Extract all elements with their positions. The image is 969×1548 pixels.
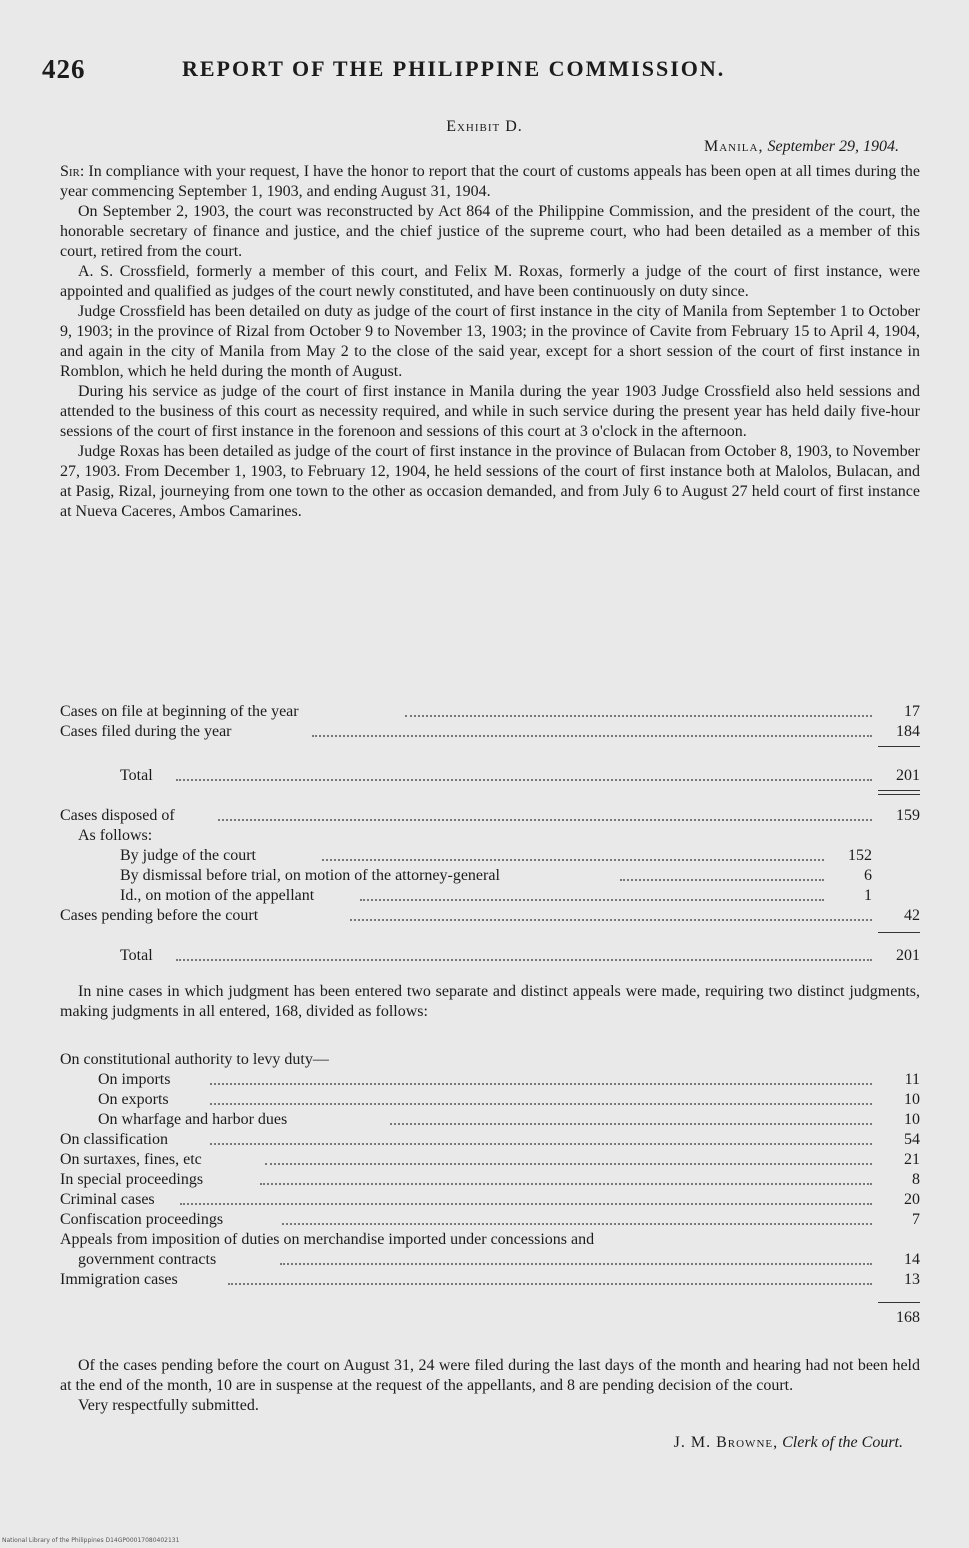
row-value: 201	[896, 947, 920, 964]
cases-table	[60, 702, 920, 966]
row-value: 14	[904, 1251, 920, 1268]
paragraph: In nine cases in which judgment has been entered two separate and distinct appeals were made, requiring two distinct judgments, making judgments in all entered, 168, divided as follows:	[60, 983, 920, 1020]
table-row	[60, 702, 920, 722]
row-value: 184	[896, 723, 920, 740]
table-row	[60, 866, 920, 886]
row-value: 152	[848, 847, 872, 864]
table-row	[60, 846, 920, 866]
table-row	[60, 766, 920, 786]
table-row	[60, 1090, 920, 1110]
row-label: Cases disposed of	[60, 807, 175, 824]
table-row	[60, 1210, 920, 1230]
row-value: 168	[896, 1309, 920, 1326]
table-row	[60, 1190, 920, 1210]
row-value: 21	[904, 1151, 920, 1168]
row-label: Total	[120, 767, 153, 784]
row-label: On constitutional authority to levy duty—	[60, 1051, 329, 1068]
signature	[674, 1434, 903, 1452]
row-label: Cases on file at beginning of the year	[60, 703, 299, 720]
row-label: On wharfage and harbor dues	[98, 1111, 288, 1128]
table-row	[60, 1270, 920, 1290]
row-label: Confiscation proceedings	[60, 1211, 224, 1228]
row-value: 20	[904, 1191, 920, 1208]
exhibit-heading: Exhibit D.	[446, 118, 523, 135]
closing-text	[60, 1356, 920, 1416]
paragraph: Judge Crossfield has been detailed on duty as judge of the court of first instance in the city of Manila from September 1 to October 9, 1903; in the province of Rizal from October 9 to November 13, 1903; in the province of Cavite from February 15 to April 4, 1904, and again in the city of Manila from May 2 to the close of the said year, except for a short session of the court of first instance in Romblon, which he held during the month of August.	[60, 303, 920, 380]
row-value: 1	[864, 887, 872, 904]
row-label: Criminal cases	[60, 1191, 155, 1208]
table-row	[60, 1230, 920, 1250]
page-header	[42, 54, 922, 94]
table-row	[60, 886, 920, 906]
paragraph: Judge Roxas has been detailed as judge of the court of first instance in the province of Bulacan from October 8, 1903, to November 27, 1903. From December 1, 1903, to February 12, 1904, he held sessions of the court of first instance both at Malolos, Bulacan, and at Pasig, Rizal, journeying from one town to the other as occasion demanded, and from July 6 to August 27 held court of first instance at Nueva Caceres, Ambos Camarines.	[60, 443, 920, 520]
paragraph: Very respectfully submitted.	[78, 1397, 259, 1414]
row-label: On classification	[60, 1131, 168, 1148]
row-label: Total	[120, 947, 153, 964]
row-value: 201	[896, 767, 920, 784]
row-value: 10	[904, 1111, 920, 1128]
judgments-intro	[60, 982, 920, 1022]
table-row	[60, 1170, 920, 1190]
row-label: By dismissal before trial, on motion of the attorney-general	[120, 867, 500, 884]
dateline-place: Manila,	[704, 138, 764, 155]
page-number: 426	[42, 54, 86, 84]
paragraph: During his service as judge of the court of first instance in Manila during the year 1903 Judge Crossfield also held sessions and attended to the business of this court as necessity required, and while in such service during the present year has held daily five-hour sessions of the court of first instance in the forenoon and sessions of this court at 3 o'clock in the afternoon.	[60, 383, 920, 440]
table-row	[60, 1250, 920, 1270]
table-row	[60, 906, 920, 926]
running-title: REPORT OF THE PHILIPPINE COMMISSION.	[182, 56, 726, 81]
paragraph: On September 2, 1903, the court was reconstructed by Act 864 of the Philippine Commission, and the president of the court, the honorable secretary of finance and justice, and the chief justice of the supreme court, who had been detailed as a member of this court, retired from the court.	[60, 203, 920, 260]
paragraph: A. S. Crossfield, formerly a member of this court, and Felix M. Roxas, formerly a judge of the court of first instance, were appointed and qualified as judges of the court newly constituted, and have been continuously on duty since.	[60, 263, 920, 300]
row-value: 42	[904, 907, 920, 924]
table-row	[60, 1150, 920, 1170]
paragraph: Of the cases pending before the court on August 31, 24 were filed during the last days of the month and hearing had not been held at the end of the month, 10 are in suspense at the request of the appellants, and 8 are pending decision of the court.	[60, 1357, 920, 1394]
row-value: 159	[896, 807, 920, 824]
row-value: 7	[912, 1211, 920, 1228]
row-label: As follows:	[78, 827, 153, 844]
letter-body	[60, 162, 920, 522]
table-row	[60, 1050, 920, 1070]
row-label: On exports	[98, 1091, 169, 1108]
row-value: 17	[904, 703, 920, 720]
table-row	[60, 826, 920, 846]
row-value: 11	[904, 1071, 920, 1088]
table-row	[60, 806, 920, 826]
row-value: 6	[864, 867, 872, 884]
row-label: Appeals from imposition of duties on merchandise imported under concessions and	[60, 1231, 595, 1248]
dateline-date: September 29, 1904.	[767, 138, 899, 155]
dateline	[704, 138, 899, 156]
row-label: On imports	[98, 1071, 171, 1088]
row-label: On surtaxes, fines, etc	[60, 1151, 202, 1168]
signature-title: Clerk of the Court.	[782, 1434, 903, 1451]
signature-name: J. M. Browne,	[673, 1434, 779, 1451]
salutation: Sir:	[60, 163, 85, 180]
table-row	[60, 1070, 920, 1090]
paragraph	[60, 162, 920, 202]
judgments-table	[60, 1050, 920, 1328]
table-row	[60, 1308, 920, 1328]
row-label: government contracts	[78, 1251, 217, 1268]
row-value: 54	[904, 1131, 920, 1148]
table-row	[60, 946, 920, 966]
row-value: 10	[904, 1091, 920, 1108]
row-label: By judge of the court	[120, 847, 256, 864]
table-row	[60, 1110, 920, 1130]
table-row	[60, 722, 920, 742]
row-label: Cases filed during the year	[60, 723, 232, 740]
row-value: 8	[912, 1171, 920, 1188]
table-row	[60, 1130, 920, 1150]
row-label: Cases pending before the court	[60, 907, 259, 924]
row-label: In special proceedings	[60, 1171, 204, 1188]
paragraph-text: In compliance with your request, I have the honor to report that the court of customs appeals has been open at all times during the year commencing September 1, 1903, and ending August 31, 1904.	[60, 163, 921, 200]
row-value: 13	[904, 1271, 920, 1288]
scan-footer-tag: National Library of the Philippines D14GP00017080402131	[2, 1537, 180, 1544]
row-label: Id., on motion of the appellant	[120, 887, 315, 904]
row-label: Immigration cases	[60, 1271, 178, 1288]
